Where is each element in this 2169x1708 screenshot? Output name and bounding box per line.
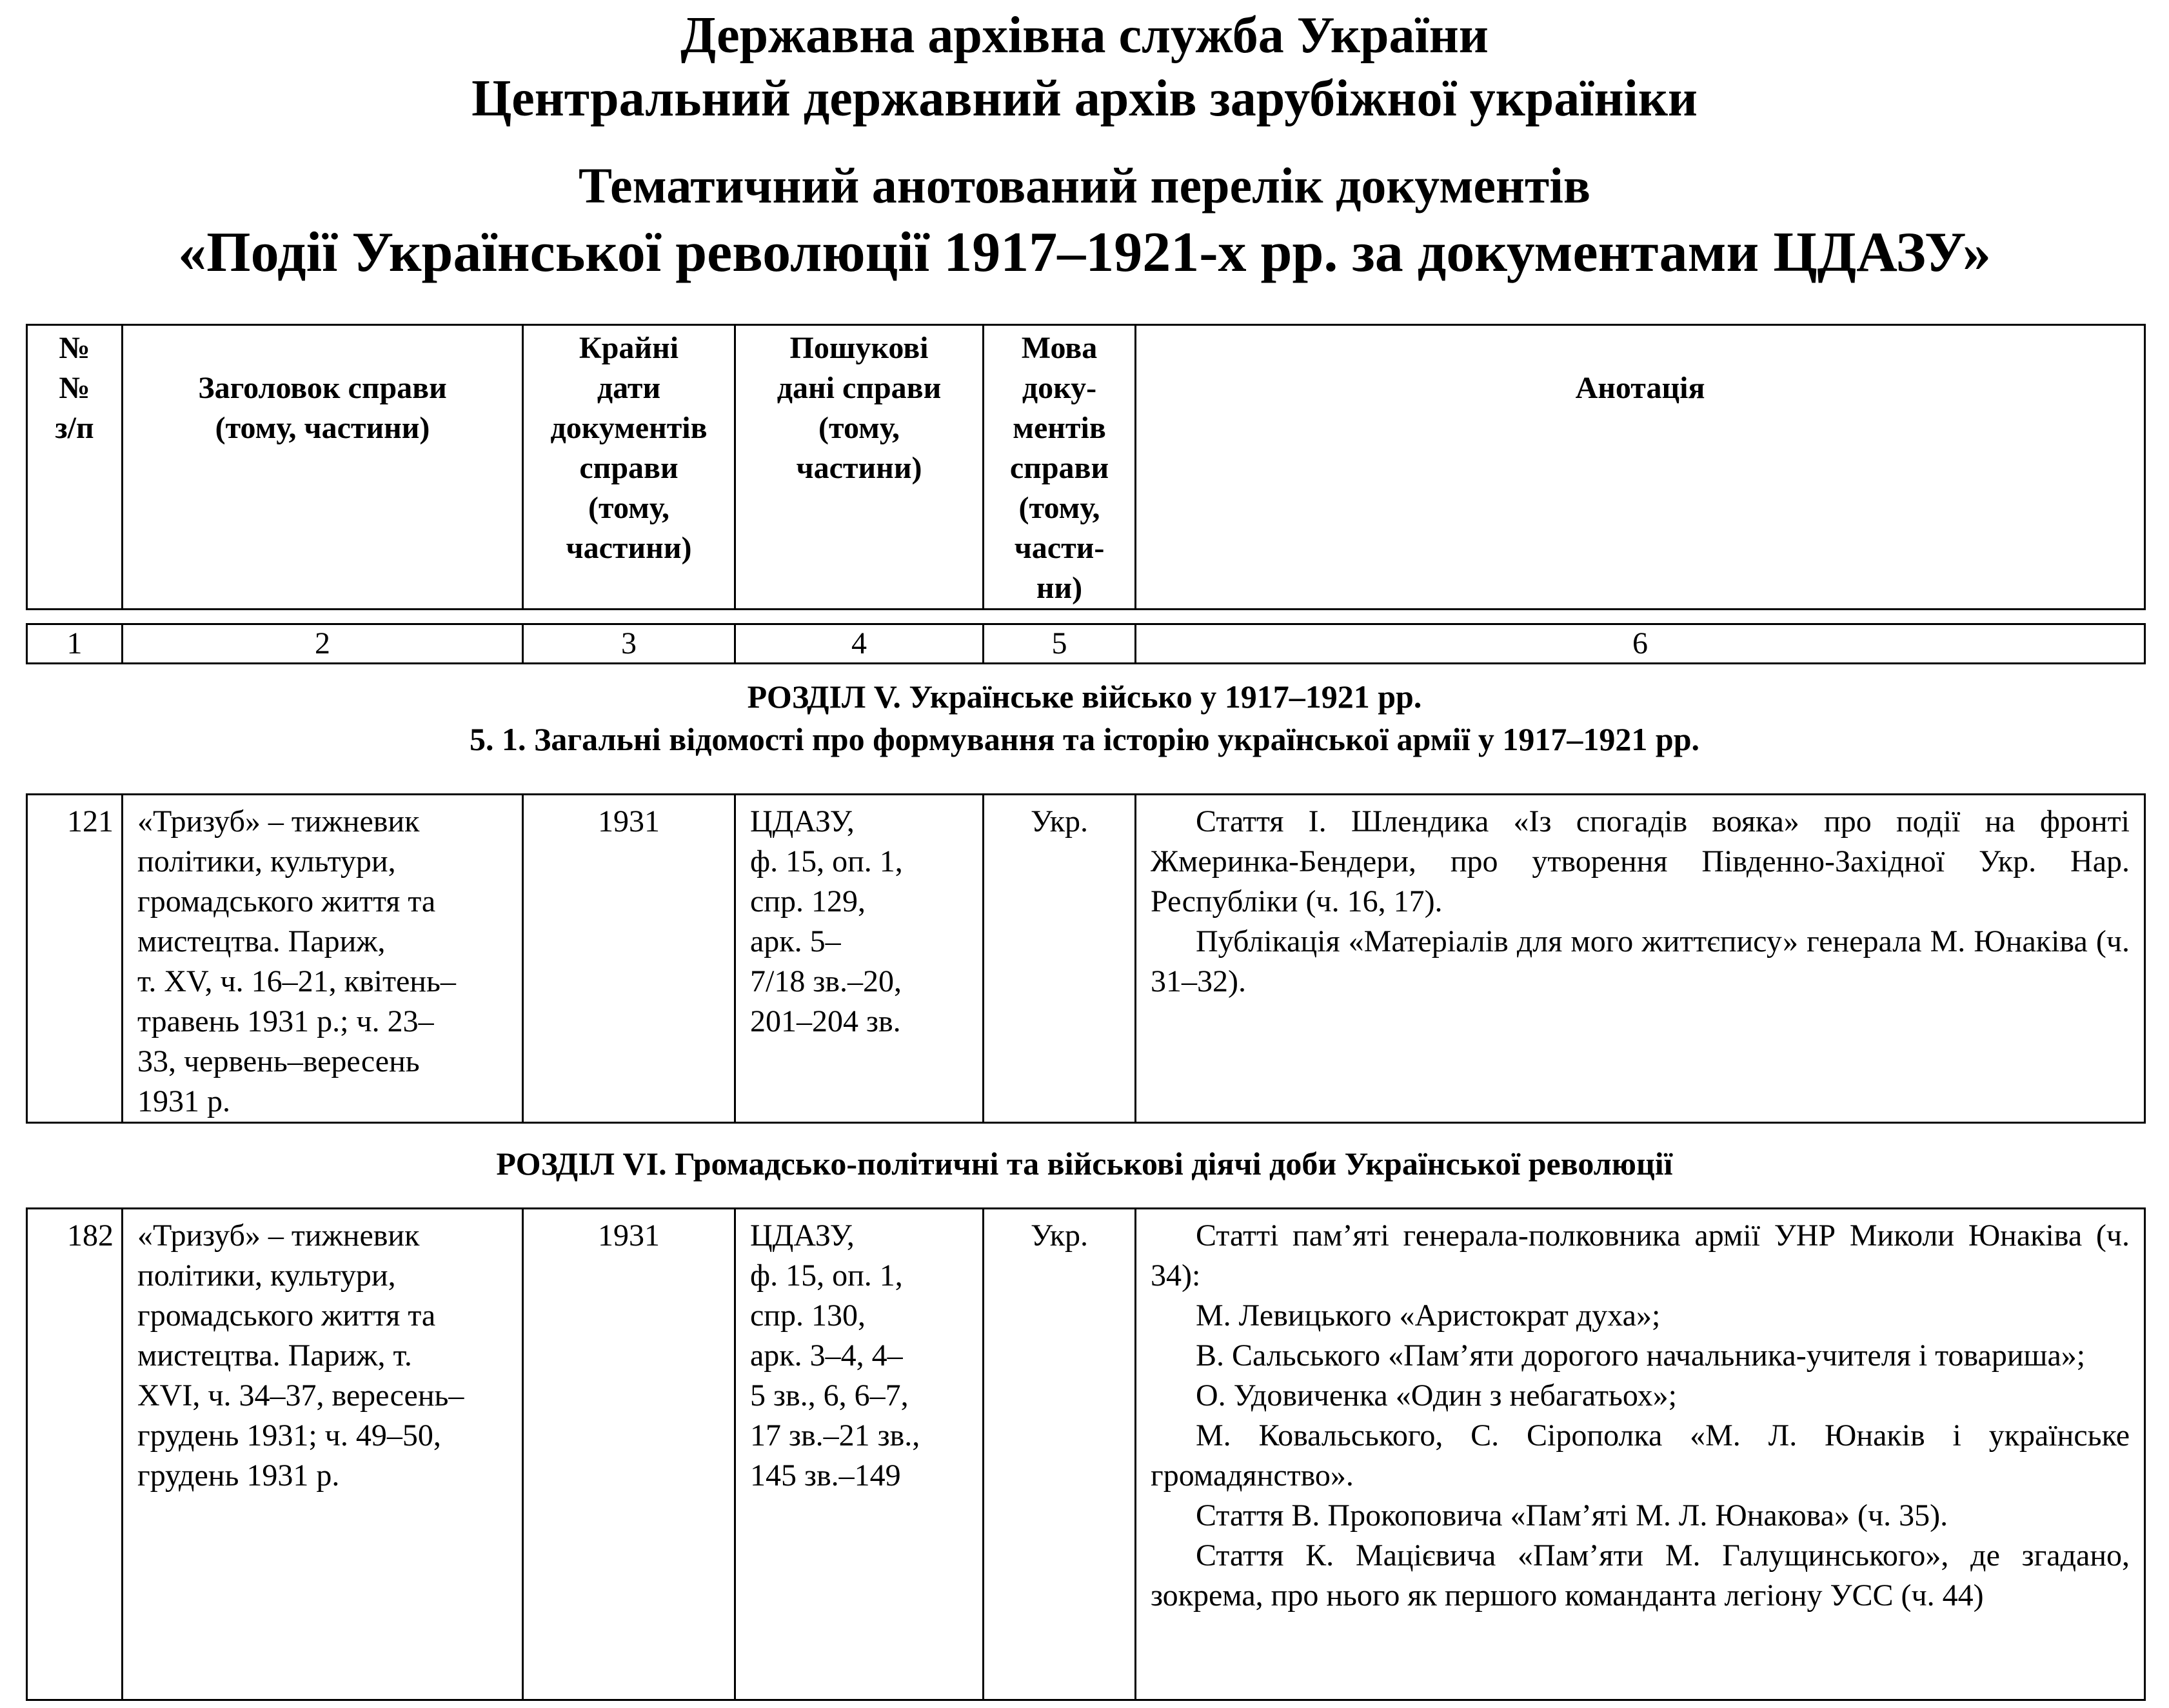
record-search-data: ЦДАЗУ, ф. 15, оп. 1, спр. 129, арк. 5– 7/18 зв.–20, 201–204 зв. — [735, 795, 984, 1123]
archive-name-title: Центральний державний архів зарубіжної україніки — [471, 70, 1698, 127]
column-number: 4 — [735, 624, 984, 664]
column-number: 3 — [523, 624, 735, 664]
record-table-121 — [26, 793, 2146, 1124]
table-row — [27, 1209, 2145, 1700]
column-numbers-table — [26, 623, 2146, 664]
record-search-data: ЦДАЗУ, ф. 15, оп. 1, спр. 130, арк. 3–4, 4– 5 зв., 6, 6–7, 17 зв.–21 зв., 145 зв.–149 — [735, 1209, 984, 1700]
record-dates: 1931 — [523, 795, 735, 1123]
record-title: «Тризуб» – тижневик політики, культури, громадського життя та мистецтва. Париж, т. XV, ч. 16–21, квітень– травень 1931 р.; ч. 23– 33, червень–вересень 1931 р. — [123, 795, 523, 1123]
section-6-title: РОЗДІЛ VI. Громадсько-політичні та військові діячі доби Української революції — [496, 1146, 1673, 1182]
document-list-subject: «Події Української революції 1917–1921-х рр. за документами ЦДАЗУ» — [178, 221, 1991, 284]
record-number: 182 — [27, 1209, 123, 1700]
section-5-subtitle: 5. 1. Загальні відомості про формування та історію української армії у 1917–1921 рр. — [469, 721, 1700, 757]
column-number: 1 — [27, 624, 123, 664]
column-number: 6 — [1136, 624, 2145, 664]
document-list-title: Тематичний анотований перелік документів — [578, 157, 1591, 214]
record-number: 121 — [27, 795, 123, 1123]
table-row — [27, 795, 2145, 1123]
col-header-search-data: Пошукові дані справи (тому, частини) — [735, 325, 984, 610]
record-language: Укр. — [984, 1209, 1136, 1700]
col-header-annotation: Анотація — [1136, 325, 2145, 610]
record-table-182 — [26, 1207, 2146, 1701]
record-annotation: Стаття І. Шлендика «Із спогадів вояка» про події на фронті Жмеринка-Бендери, про утворення Південно-Західної Укр. Нар. Республіки (ч. 16, 17). Публікація «Матеріалів для мого життєпису» генерала М. Юнаківа (ч. 31–32). — [1136, 795, 2145, 1123]
record-title: «Тризуб» – тижневик політики, культури, громадського життя та мистецтва. Париж, т. XVI, ч. 34–37, вересень– грудень 1931; ч. 49–50, грудень 1931 р. — [123, 1209, 523, 1700]
col-header-dates: Крайні дати документів справи (тому, частини) — [523, 325, 735, 610]
record-annotation: Статті пам’яті генерала-полковника армії УНР Миколи Юнаківа (ч. 34): М. Левицького «Аристократ духа»; В. Сальського «Пам’яти дорогого начальника-учителя і товариша»; О. Удовиченка «Один з небагатьох»; М. Ковальського, С. Сірополка «М. Л. Юнаків і українське громадянство». Стаття В. Прокоповича «Пам’яті М. Л. Юнакова» (ч. 35). Стаття К. Мацієвича «Пам’яти М. Галущинського», де згадано, зокрема, про нього як першого команданта легіону УСС (ч. 44) — [1136, 1209, 2145, 1700]
section-5-title: РОЗДІЛ V. Українське військо у 1917–1921 рр. — [747, 679, 1422, 715]
column-number: 2 — [123, 624, 523, 664]
col-header-language: Мова доку- ментів справи (тому, части- ни) — [984, 325, 1136, 610]
col-header-title: Заголовок справи (тому, частини) — [123, 325, 523, 610]
col-header-number: № № з/п — [27, 325, 123, 610]
record-dates: 1931 — [523, 1209, 735, 1700]
header-table — [26, 324, 2146, 610]
record-language: Укр. — [984, 795, 1136, 1123]
column-number: 5 — [984, 624, 1136, 664]
archive-service-title: Державна архівна служба України — [680, 7, 1489, 64]
